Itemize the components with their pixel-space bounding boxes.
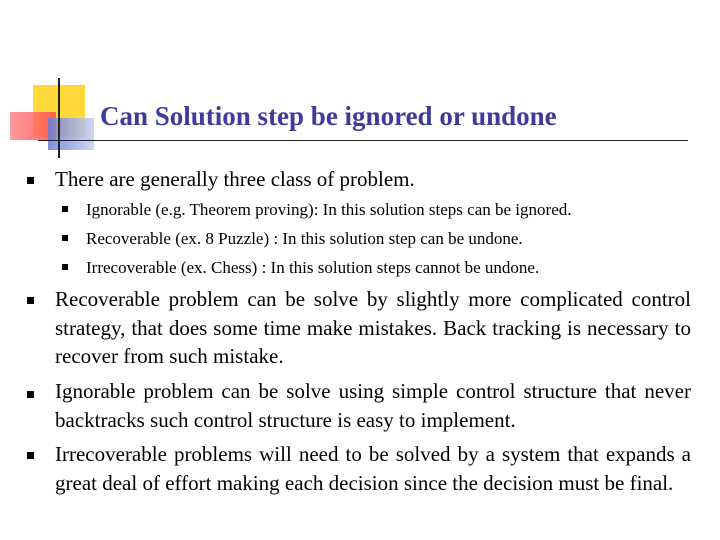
sub-item-ignorable: Ignorable (e.g. Theorem proving): In this solution steps can be ignored. — [86, 200, 572, 219]
sub-item-irrecoverable: Irrecoverable (ex. Chess) : In this solution steps cannot be undone. — [86, 258, 540, 277]
paragraph-irrecoverable: Irrecoverable problems will need to be solved by a system that expands a great deal of effort making each decision since the decision must be final. — [55, 442, 691, 495]
sub-bullet-icon — [62, 235, 68, 241]
title-underline — [38, 140, 688, 141]
deco-vertical-line — [58, 78, 60, 158]
slide-title: Can Solution step be ignored or undone — [100, 101, 557, 131]
sub-bullet-icon — [62, 264, 68, 270]
sub-item-recoverable: Recoverable (ex. 8 Puzzle) : In this solution step can be undone. — [86, 229, 523, 248]
deco-blue-bar — [48, 118, 94, 150]
bullet-icon — [27, 391, 34, 398]
paragraph-ignorable: Ignorable problem can be solve using simple control structure that never backtracks such control structure is easy to implement. — [55, 379, 691, 432]
bullet-icon — [27, 297, 34, 304]
bullet-icon — [27, 177, 34, 184]
paragraph-recoverable: Recoverable problem can be solve by slightly more complicated control strategy, that does some time make mistakes. Back tracking is necessary to recover from such mistake. — [55, 287, 691, 368]
intro-text: There are generally three class of problem. — [55, 167, 415, 191]
sub-bullet-icon — [62, 206, 68, 212]
bullet-icon — [27, 452, 34, 459]
